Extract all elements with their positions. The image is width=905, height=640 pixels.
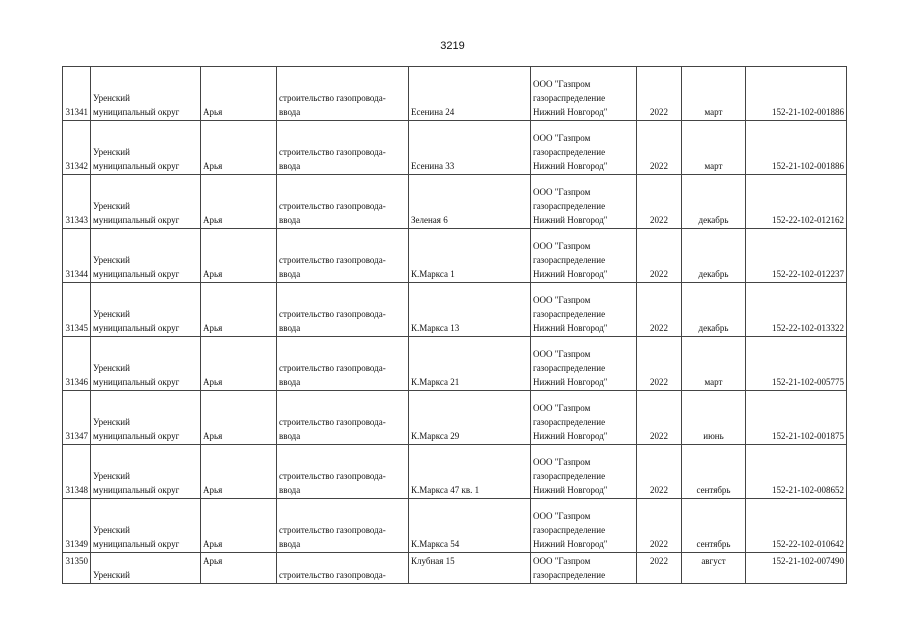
- work-type-line: строительство газопровода-: [279, 309, 386, 319]
- organization-line: ООО "Газпром: [533, 349, 591, 359]
- table-row: [63, 337, 847, 391]
- district-line: Уренский: [93, 525, 130, 535]
- district-cell: [91, 445, 201, 499]
- table-row: [63, 229, 847, 283]
- organization-line: газораспределение: [533, 93, 606, 103]
- organization-line: газораспределение: [533, 471, 606, 481]
- address-cell: К.Маркса 13: [409, 283, 531, 337]
- work-type-line: ввода: [279, 323, 301, 333]
- address-cell: К.Маркса 54: [409, 499, 531, 553]
- address-cell: К.Маркса 29: [409, 391, 531, 445]
- organization-line: ООО "Газпром: [533, 556, 591, 566]
- work-type-line: строительство газопровода-: [279, 525, 386, 535]
- year-cell: 2022: [637, 553, 682, 584]
- settlement-cell: Арья: [201, 67, 277, 121]
- row-number-cell: 31346: [63, 337, 91, 391]
- work-type-cell: [277, 499, 409, 553]
- district-cell: [91, 121, 201, 175]
- district-cell: [91, 337, 201, 391]
- organization-line: ООО "Газпром: [533, 187, 591, 197]
- organization-cell: [531, 67, 637, 121]
- code-cell: 152-22-102-012162: [746, 175, 847, 229]
- month-cell: декабрь: [682, 229, 746, 283]
- work-type-cell: [277, 337, 409, 391]
- work-type-cell: [277, 553, 409, 584]
- month-cell: сентябрь: [682, 445, 746, 499]
- organization-line: ООО "Газпром: [533, 133, 591, 143]
- organization-line: Нижний Новгород": [533, 161, 608, 171]
- district-line: Уренский: [93, 570, 130, 580]
- organization-line: ООО "Газпром: [533, 511, 591, 521]
- district-cell: [91, 391, 201, 445]
- organization-cell: [531, 391, 637, 445]
- work-type-line: ввода: [279, 485, 301, 495]
- settlement-cell: Арья: [201, 283, 277, 337]
- organization-line: Нижний Новгород": [533, 431, 608, 441]
- organization-cell: [531, 121, 637, 175]
- code-cell: 152-21-102-007490: [746, 553, 847, 584]
- address-cell: К.Маркса 47 кв. 1: [409, 445, 531, 499]
- work-type-cell: [277, 391, 409, 445]
- settlement-cell: Арья: [201, 337, 277, 391]
- address-cell: Зеленая 6: [409, 175, 531, 229]
- organization-line: ООО "Газпром: [533, 403, 591, 413]
- gas-pipeline-table: [62, 66, 847, 584]
- year-cell: 2022: [637, 175, 682, 229]
- address-cell: Клубная 15: [409, 553, 531, 584]
- work-type-line: строительство газопровода-: [279, 417, 386, 427]
- month-cell: июнь: [682, 391, 746, 445]
- work-type-line: ввода: [279, 431, 301, 441]
- work-type-cell: [277, 229, 409, 283]
- address-cell: К.Маркса 21: [409, 337, 531, 391]
- work-type-line: строительство газопровода-: [279, 471, 386, 481]
- year-cell: 2022: [637, 337, 682, 391]
- code-cell: 152-21-102-001875: [746, 391, 847, 445]
- work-type-line: строительство газопровода-: [279, 201, 386, 211]
- organization-line: ООО "Газпром: [533, 457, 591, 467]
- work-type-line: строительство газопровода-: [279, 570, 386, 580]
- organization-cell: [531, 337, 637, 391]
- organization-line: Нижний Новгород": [533, 377, 608, 387]
- organization-line: газораспределение: [533, 525, 606, 535]
- code-cell: 152-21-102-001886: [746, 121, 847, 175]
- year-cell: 2022: [637, 499, 682, 553]
- district-cell: [91, 553, 201, 584]
- district-cell: [91, 283, 201, 337]
- row-number-cell: 31345: [63, 283, 91, 337]
- page-number: 3219: [440, 40, 465, 52]
- settlement-cell: Арья: [201, 445, 277, 499]
- district-cell: [91, 499, 201, 553]
- organization-line: ООО "Газпром: [533, 295, 591, 305]
- settlement-cell: Арья: [201, 229, 277, 283]
- work-type-line: строительство газопровода-: [279, 147, 386, 157]
- district-line: Уренский: [93, 147, 130, 157]
- organization-cell: [531, 283, 637, 337]
- table-row: [63, 391, 847, 445]
- table-row: [63, 499, 847, 553]
- district-line: Уренский: [93, 471, 130, 481]
- work-type-cell: [277, 175, 409, 229]
- table-row: [63, 553, 847, 584]
- district-line: муниципальный округ: [93, 215, 180, 225]
- district-line: Уренский: [93, 309, 130, 319]
- settlement-cell: Арья: [201, 553, 277, 584]
- year-cell: 2022: [637, 229, 682, 283]
- district-cell: [91, 67, 201, 121]
- row-number-cell: 31347: [63, 391, 91, 445]
- year-cell: 2022: [637, 283, 682, 337]
- district-cell: [91, 229, 201, 283]
- settlement-cell: Арья: [201, 499, 277, 553]
- work-type-line: ввода: [279, 107, 301, 117]
- district-line: муниципальный округ: [93, 323, 180, 333]
- code-cell: 152-22-102-012237: [746, 229, 847, 283]
- work-type-line: ввода: [279, 161, 301, 171]
- code-cell: 152-22-102-010642: [746, 499, 847, 553]
- address-cell: Есенина 33: [409, 121, 531, 175]
- work-type-line: ввода: [279, 539, 301, 549]
- settlement-cell: Арья: [201, 391, 277, 445]
- work-type-cell: [277, 283, 409, 337]
- table-row: [63, 67, 847, 121]
- organization-line: газораспределение: [533, 570, 606, 580]
- address-cell: К.Маркса 1: [409, 229, 531, 283]
- row-number-cell: 31348: [63, 445, 91, 499]
- organization-cell: [531, 229, 637, 283]
- organization-line: газораспределение: [533, 255, 606, 265]
- district-line: Уренский: [93, 417, 130, 427]
- district-line: муниципальный округ: [93, 269, 180, 279]
- district-line: Уренский: [93, 363, 130, 373]
- work-type-cell: [277, 121, 409, 175]
- district-line: муниципальный округ: [93, 431, 180, 441]
- organization-cell: [531, 499, 637, 553]
- table-body: [63, 67, 847, 584]
- table-row: [63, 121, 847, 175]
- row-number-cell: 31350: [63, 553, 91, 584]
- row-number-cell: 31341: [63, 67, 91, 121]
- row-number-cell: 31344: [63, 229, 91, 283]
- district-line: Уренский: [93, 201, 130, 211]
- organization-line: газораспределение: [533, 417, 606, 427]
- organization-line: Нижний Новгород": [533, 539, 608, 549]
- district-line: Уренский: [93, 93, 130, 103]
- work-type-line: ввода: [279, 269, 301, 279]
- district-line: муниципальный округ: [93, 107, 180, 117]
- table-row: [63, 283, 847, 337]
- work-type-line: ввода: [279, 377, 301, 387]
- organization-line: газораспределение: [533, 201, 606, 211]
- organization-cell: [531, 553, 637, 584]
- settlement-cell: Арья: [201, 175, 277, 229]
- year-cell: 2022: [637, 445, 682, 499]
- district-line: муниципальный округ: [93, 377, 180, 387]
- organization-line: Нижний Новгород": [533, 485, 608, 495]
- district-line: муниципальный округ: [93, 161, 180, 171]
- organization-line: Нижний Новгород": [533, 269, 608, 279]
- code-cell: 152-21-102-008652: [746, 445, 847, 499]
- work-type-cell: [277, 67, 409, 121]
- address-cell: Есенина 24: [409, 67, 531, 121]
- table-row: [63, 175, 847, 229]
- organization-line: Нижний Новгород": [533, 107, 608, 117]
- district-cell: [91, 175, 201, 229]
- work-type-line: строительство газопровода-: [279, 93, 386, 103]
- work-type-line: ввода: [279, 215, 301, 225]
- year-cell: 2022: [637, 121, 682, 175]
- organization-line: Нижний Новгород": [533, 215, 608, 225]
- row-number-cell: 31343: [63, 175, 91, 229]
- organization-line: газораспределение: [533, 309, 606, 319]
- settlement-cell: Арья: [201, 121, 277, 175]
- month-cell: март: [682, 121, 746, 175]
- row-number-cell: 31342: [63, 121, 91, 175]
- code-cell: 152-21-102-005775: [746, 337, 847, 391]
- organization-cell: [531, 445, 637, 499]
- organization-line: Нижний Новгород": [533, 323, 608, 333]
- year-cell: 2022: [637, 67, 682, 121]
- organization-cell: [531, 175, 637, 229]
- organization-line: ООО "Газпром: [533, 241, 591, 251]
- work-type-cell: [277, 445, 409, 499]
- year-cell: 2022: [637, 391, 682, 445]
- district-line: муниципальный округ: [93, 485, 180, 495]
- work-type-line: строительство газопровода-: [279, 255, 386, 265]
- work-type-line: строительство газопровода-: [279, 363, 386, 373]
- district-line: Уренский: [93, 255, 130, 265]
- month-cell: декабрь: [682, 175, 746, 229]
- district-line: муниципальный округ: [93, 539, 180, 549]
- organization-line: газораспределение: [533, 363, 606, 373]
- month-cell: март: [682, 337, 746, 391]
- month-cell: декабрь: [682, 283, 746, 337]
- code-cell: 152-21-102-001886: [746, 67, 847, 121]
- row-number-cell: 31349: [63, 499, 91, 553]
- month-cell: март: [682, 67, 746, 121]
- month-cell: август: [682, 553, 746, 584]
- organization-line: ООО "Газпром: [533, 79, 591, 89]
- code-cell: 152-22-102-013322: [746, 283, 847, 337]
- table-row: [63, 445, 847, 499]
- month-cell: сентябрь: [682, 499, 746, 553]
- organization-line: газораспределение: [533, 147, 606, 157]
